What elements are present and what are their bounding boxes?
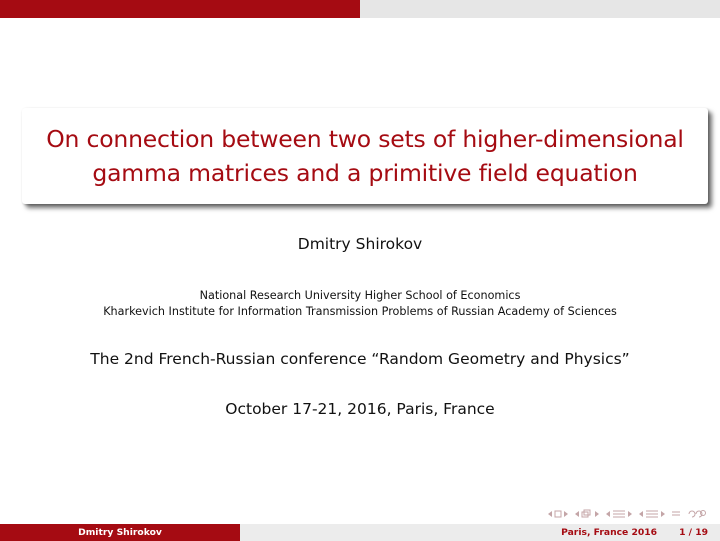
title-block <box>22 108 708 204</box>
slide-title-line-2: gamma matrices and a primitive field equation <box>92 159 638 187</box>
footer <box>0 524 720 541</box>
nav-subsection-icon[interactable] <box>605 509 633 519</box>
date-place: October 17-21, 2016, Paris, France <box>225 400 495 418</box>
footer-right <box>240 524 720 541</box>
beamer-navigation <box>547 507 706 521</box>
footer-place: Paris, France 2016 <box>561 527 658 538</box>
conference-name: The 2nd French-Russian conference “Random Geometry and Physics” <box>90 350 630 368</box>
slide-title-line-1: On connection between two sets of higher-dimensional <box>46 125 684 153</box>
nav-frame-icon[interactable] <box>574 509 600 519</box>
progress-track <box>360 0 720 18</box>
nav-section-icon[interactable] <box>638 509 666 519</box>
institution-1: National Research University Higher School of Economics <box>199 289 521 302</box>
nav-first-icon[interactable] <box>547 509 569 519</box>
nav-align-icon[interactable] <box>671 509 681 519</box>
footer-author: Dmitry Shirokov <box>0 524 240 541</box>
progress-fill <box>0 0 360 18</box>
author-name: Dmitry Shirokov <box>297 235 423 253</box>
progress-bar <box>0 0 720 18</box>
institution-2: Kharkevich Institute for Information Transmission Problems of Russian Academy of Sciences <box>103 305 617 318</box>
footer-page-number: 1 / 19 <box>679 527 708 538</box>
nav-search-icon[interactable] <box>686 509 706 519</box>
